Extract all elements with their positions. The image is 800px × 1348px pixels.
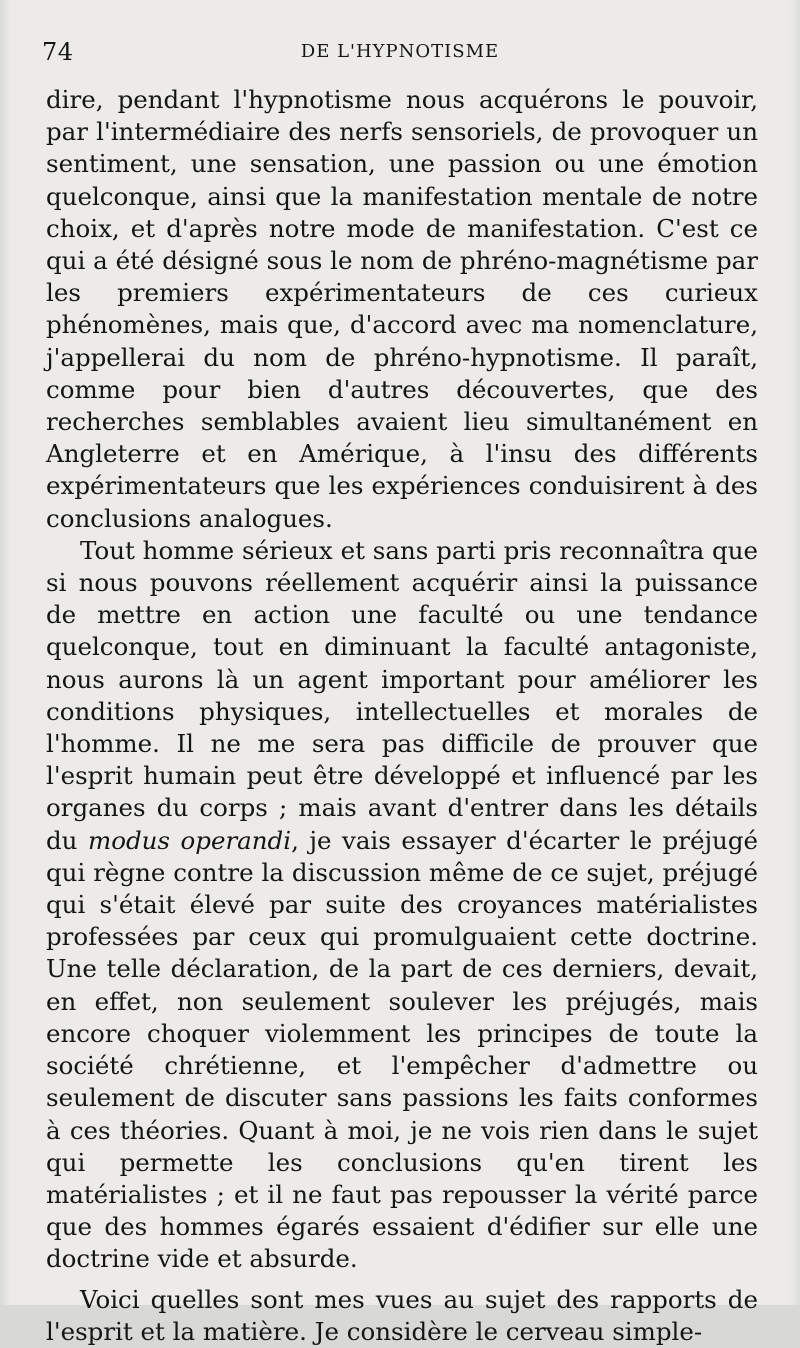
paragraph-1: dire, pendant l'hypnotisme nous acquérons le pouvoir, par l'intermédiaire des nerfs sensoriels, de provoquer un sentiment, une sensation, une passion ou une émotion quelconque, ainsi que la manifestation mentale de notre choix, et d'après notre mode de manifestation. C'est ce qui a été désigné sous le nom de phréno-magnétisme par les premiers expérimentateurs de ces curieux phénomènes, mais que, d'accord avec ma nomenclature, j'appellerai du nom de phréno-hypnotisme. Il paraît, comme pour bien d'autres découvertes, que des recherches semblables avaient lieu simultanément en Angleterre et en Amérique, à l'insu des différents expérimentateurs que les expériences conduisirent à des conclusions analogues. bbox=[46, 85, 758, 533]
paragraph-2-start: Tout homme sérieux et sans parti pris reconnaîtra que si nous pouvons réellement acquérir ainsi la puissance de mettre en action une faculté ou une tendance quelconque, tout en diminuant la faculté antagoniste, nous aurons là un agent important pour améliorer les conditions physiques, intellectuelles et morales de l'homme. Il ne me sera pas difficile de prouver que l'esprit humain peut être développé et influencé par les organes du corps ; mais avant d'entrer dans les détails du bbox=[46, 535, 758, 855]
paragraph-2-end: , je vais essayer d'écarter le préjugé qui règne contre la discussion même de ce sujet, préjugé qui s'était élevé par suite des croyances matérialistes professées par ceux qui promulguaient cette doctrine. Une telle déclaration, de la part de ces derniers, devait, en effet, non seulement soulever les préjugés, mais encore choquer violemment les principes de toute la société chrétienne, et l'empêcher d'admettre ou seulement de discuter sans passions les faits conformes à ces théories. Quant à moi, je ne vois rien dans le sujet qui permette les conclusions qu'en tirent les matérialistes ; et il ne faut pas repousser la vérité parce que des hommes égarés essaient d'édifier sur elle une doctrine vide et absurde. bbox=[46, 825, 758, 1274]
scan-edge-shadow-left bbox=[0, 0, 10, 1305]
scan-edge-shadow-right bbox=[790, 0, 800, 1305]
running-title: DE L'HYPNOTISME bbox=[300, 41, 500, 62]
page-number: 74 bbox=[42, 38, 74, 66]
page-header bbox=[42, 38, 758, 70]
italic-phrase: modus operandi bbox=[87, 825, 292, 855]
body-text bbox=[46, 84, 758, 1348]
paragraph-3: Voici quelles sont mes vues au sujet des rapports de l'esprit et la matière. Je considère le cerveau simple- bbox=[46, 1284, 758, 1346]
paragraph-2 bbox=[46, 535, 758, 1276]
